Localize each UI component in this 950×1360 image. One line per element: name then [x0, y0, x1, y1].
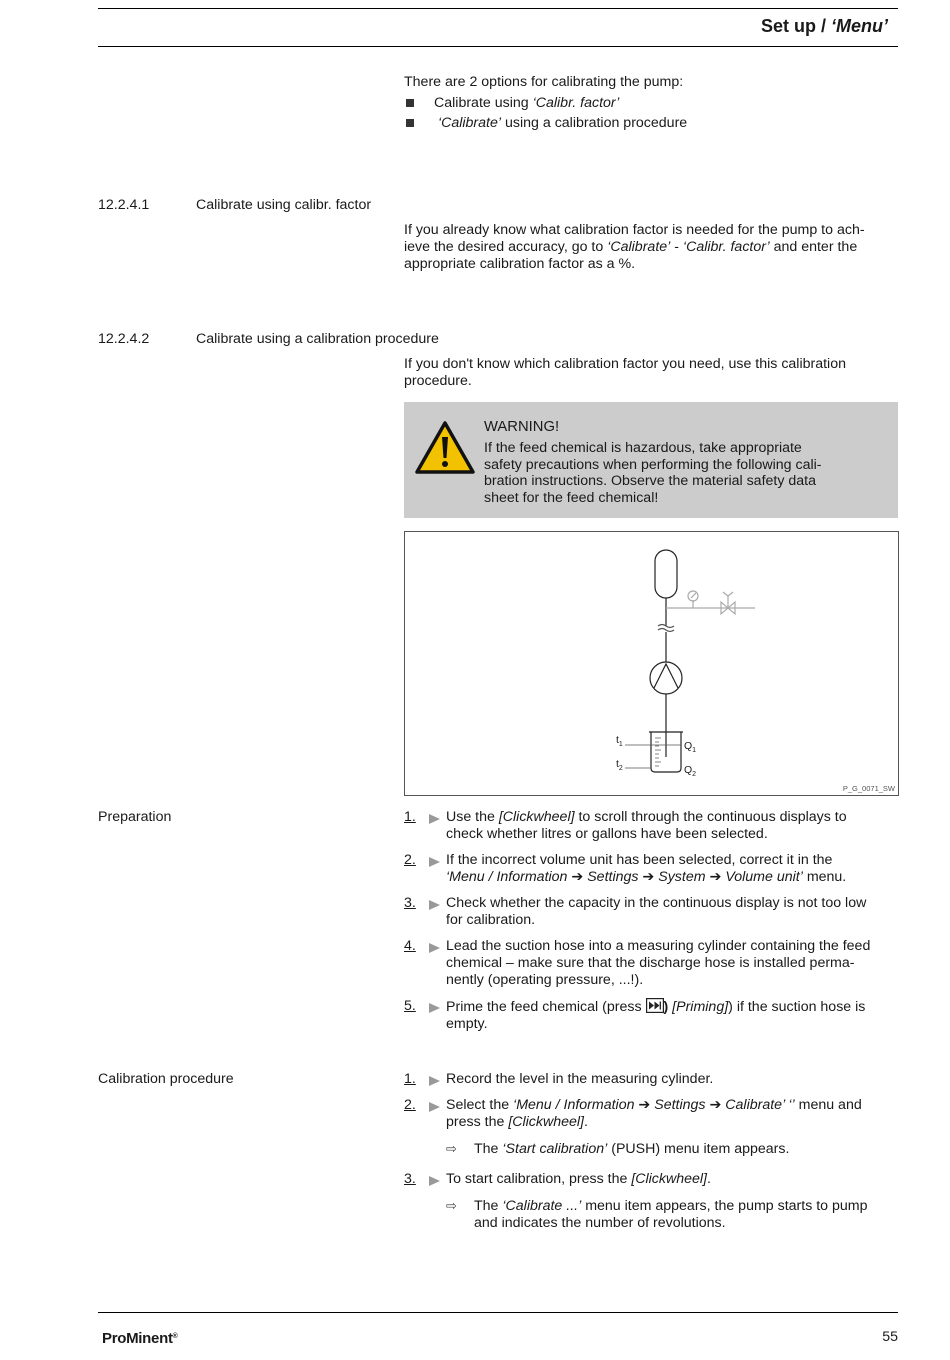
warning-text — [484, 419, 854, 507]
step-plain: Select the — [446, 1097, 514, 1113]
prep-step — [404, 998, 898, 1033]
intro-text: There are 2 options for calibrating the pump: — [404, 74, 684, 90]
step-number-text: 2. — [404, 852, 416, 868]
warning-line: bration instructions. Observe the material safety data — [484, 473, 816, 490]
step-line — [446, 869, 898, 886]
paragraph-text: - — [670, 238, 683, 255]
warning-title: WARNING! — [484, 419, 560, 435]
bullet-text — [434, 95, 619, 112]
start-calibration-ref: ‘Start calibration’ — [502, 1141, 608, 1157]
section1-paragraph — [404, 222, 898, 272]
step-number — [404, 852, 446, 886]
paragraph-line: procedure. — [404, 372, 472, 389]
logo-minent: Minent — [126, 1330, 173, 1347]
step-arrow-icon — [428, 856, 442, 868]
result-arrow-icon: ⇨ — [446, 1198, 457, 1213]
cal-step — [404, 1071, 898, 1088]
paragraph-line: appropriate calibration factor as a %. — [404, 255, 636, 272]
step-number-text: 3. — [404, 1171, 416, 1187]
bullet-text — [434, 115, 687, 132]
label-t1 — [616, 734, 623, 751]
step-text — [446, 809, 898, 843]
step-text — [446, 852, 898, 886]
step-number-text: 5. — [404, 998, 416, 1014]
paragraph-line — [404, 239, 898, 256]
step-arrow-icon — [428, 942, 442, 954]
warning-line: If the feed chemical is hazardous, take appropriate — [484, 439, 802, 456]
step-number — [404, 809, 446, 843]
clickwheel-ref: [Clickwheel] — [508, 1113, 585, 1130]
cal-step — [404, 1171, 898, 1188]
prep-step — [404, 852, 898, 886]
result-plain: The — [474, 1141, 503, 1157]
step-plain: Prime the feed chemical (press — [446, 999, 646, 1015]
prep-step — [404, 938, 898, 988]
bullet-italic: ‘Calibrate’ — [437, 115, 502, 132]
bullet-item — [404, 115, 898, 132]
step-text — [446, 1071, 898, 1088]
label-q2 — [684, 764, 696, 781]
step-number — [404, 1071, 446, 1088]
menu-calibrate-ref: ‘Calibrate’ — [607, 238, 671, 255]
step-text — [446, 1097, 898, 1131]
cal-step — [404, 1097, 898, 1131]
menu-calibr-factor-ref: ‘Calibr. factor’ — [682, 238, 770, 255]
label-sub: 1 — [692, 747, 697, 755]
paragraph-text: and enter the — [769, 238, 858, 255]
step-arrow-icon — [428, 813, 442, 825]
section-title: Calibrate using a calibration procedure — [196, 331, 439, 347]
pump-symbol-shape — [650, 662, 682, 694]
step-paren: ) — [663, 999, 673, 1015]
prep-step — [404, 809, 898, 843]
paragraph-text: ieve the desired accuracy, go to — [404, 238, 608, 255]
step-plain: . — [584, 1113, 588, 1130]
clickwheel-ref: [Clickwheel] — [498, 809, 575, 825]
calibration-procedure-label: Calibration procedure — [98, 1071, 234, 1087]
step-number — [404, 938, 446, 988]
step-line: nently (operating pressure, ...!). — [446, 971, 644, 988]
warning-box — [404, 402, 898, 518]
menu-path-ref: ‘Menu / Information ➔ Settings ➔ System ➔ Volume unit’ — [446, 868, 803, 885]
intro-bullets — [404, 95, 898, 132]
step-number — [404, 1171, 446, 1188]
step-number — [404, 1097, 446, 1131]
calibrate-ref: ‘Calibrate ...’ — [502, 1198, 582, 1214]
step-line — [446, 998, 898, 1016]
step-plain: . — [707, 1171, 711, 1187]
label-q1 — [684, 740, 696, 757]
bullet-square-icon — [406, 119, 414, 127]
step-number-text: 3. — [404, 895, 416, 911]
priming-key-icon — [646, 998, 664, 1013]
label-t2 — [616, 758, 623, 775]
menu-path-ref: ‘Menu / Information ➔ Settings ➔ Calibrate’ ‘’ — [513, 1097, 795, 1113]
step-text — [446, 895, 898, 929]
step-line: Record the level in the measuring cylinder. — [446, 1071, 714, 1087]
header-title-italic: ‘Menu’ — [831, 16, 888, 36]
label-t: t — [616, 758, 619, 770]
preparation-label: Preparation — [98, 809, 172, 825]
step-line: Lead the suction hose into a measuring cylinder containing the feed — [446, 938, 871, 954]
step-number-text: 1. — [404, 809, 416, 825]
result-plain: The — [474, 1198, 503, 1214]
step-text — [446, 938, 898, 988]
step-arrow-icon — [428, 1002, 442, 1014]
clickwheel-ref: [Clickwheel] — [631, 1171, 708, 1187]
step-arrow-icon — [428, 1175, 442, 1187]
result-arrow-icon: ⇨ — [446, 1141, 457, 1156]
section-title: Calibrate using calibr. factor — [196, 197, 372, 213]
step-plain: ) if the suction hose is — [728, 999, 866, 1015]
step-line — [446, 1097, 898, 1114]
step-line: chemical – make sure that the discharge hose is installed perma- — [446, 954, 855, 971]
logo-reg: ® — [172, 1333, 178, 1340]
step-number — [404, 998, 446, 1033]
step-arrow-icon — [428, 1075, 442, 1087]
paragraph-line: If you don't know which calibration factor you need, use this calibration — [404, 356, 846, 372]
label-q: Q — [684, 740, 693, 752]
step-plain: To start calibration, press the — [446, 1171, 632, 1187]
header-rule-bottom — [98, 46, 898, 47]
result-line — [446, 1141, 898, 1158]
result-line-text — [474, 1198, 868, 1215]
warning-line: safety precautions when performing the following cali- — [484, 456, 822, 473]
warning-line: sheet for the feed chemical! — [484, 490, 659, 507]
step-number — [404, 895, 446, 929]
result-text — [474, 1198, 868, 1232]
step-plain: menu. — [802, 868, 847, 885]
priming-ref: [Priming] — [672, 999, 729, 1015]
step-number-text: 2. — [404, 1097, 416, 1113]
step-plain: Use the — [446, 809, 499, 825]
step-text — [446, 1171, 898, 1188]
step-line: check whether litres or gallons have been selected. — [446, 825, 768, 842]
prominent-logo — [102, 1330, 178, 1348]
result-line — [446, 1198, 898, 1232]
page-header-title — [761, 15, 888, 37]
result-plain: (PUSH) menu item appears. — [607, 1141, 790, 1157]
result-text — [474, 1141, 789, 1158]
footer-rule — [98, 1312, 898, 1313]
calibration-diagram-svg — [405, 532, 898, 795]
step-arrow-icon — [428, 1101, 442, 1113]
paragraph-line: If you already know what calibration factor is needed for the pump to ach- — [404, 222, 865, 238]
warning-triangle-icon — [414, 420, 476, 481]
label-sub: 2 — [692, 771, 697, 779]
logo-pro: Pro — [102, 1330, 127, 1347]
step-line — [446, 1114, 898, 1131]
step-number-text: 4. — [404, 938, 416, 954]
step-line: If the incorrect volume unit has been selected, correct it in the — [446, 852, 833, 868]
section-number: 12.2.4.2 — [98, 331, 150, 347]
section-number: 12.2.4.1 — [98, 197, 150, 213]
intro-block — [404, 74, 898, 135]
bullet-plain: Calibrate using — [434, 94, 529, 111]
figure-code: P_G_0071_SW — [842, 784, 895, 793]
label-sub: 2 — [618, 765, 623, 773]
step-line — [446, 809, 898, 826]
bullet-plain: using a calibration procedure — [505, 115, 688, 132]
page-number: 55 — [882, 1329, 898, 1345]
label-t: t — [616, 734, 619, 746]
step-text — [446, 998, 898, 1033]
bullet-square-icon — [406, 99, 414, 107]
section2-paragraph — [404, 356, 898, 390]
bullet-italic: ‘Calibr. factor’ — [532, 94, 620, 111]
step-line — [446, 1171, 898, 1188]
step-number-text: 1. — [404, 1071, 416, 1087]
step-plain: to scroll through the continuous displays to — [574, 809, 847, 825]
label-q: Q — [684, 764, 693, 776]
label-sub: 1 — [618, 741, 623, 749]
calibration-diagram — [404, 531, 899, 796]
step-plain: press the — [446, 1113, 509, 1130]
header-title-plain: Set up / — [760, 16, 826, 36]
step-line: Check whether the capacity in the continuous display is not too low — [446, 895, 867, 911]
result-line-text: and indicates the number of revolutions. — [474, 1214, 726, 1231]
step-arrow-icon — [428, 899, 442, 911]
pulsation-dampener-shape — [655, 550, 677, 598]
step-line: empty. — [446, 1015, 488, 1032]
step-plain: menu and — [794, 1097, 862, 1113]
prep-step — [404, 895, 898, 929]
header-rule-top — [98, 8, 898, 9]
step-line: for calibration. — [446, 911, 536, 928]
result-plain: menu item appears, the pump starts to pump — [581, 1198, 868, 1214]
bullet-item — [404, 95, 898, 112]
